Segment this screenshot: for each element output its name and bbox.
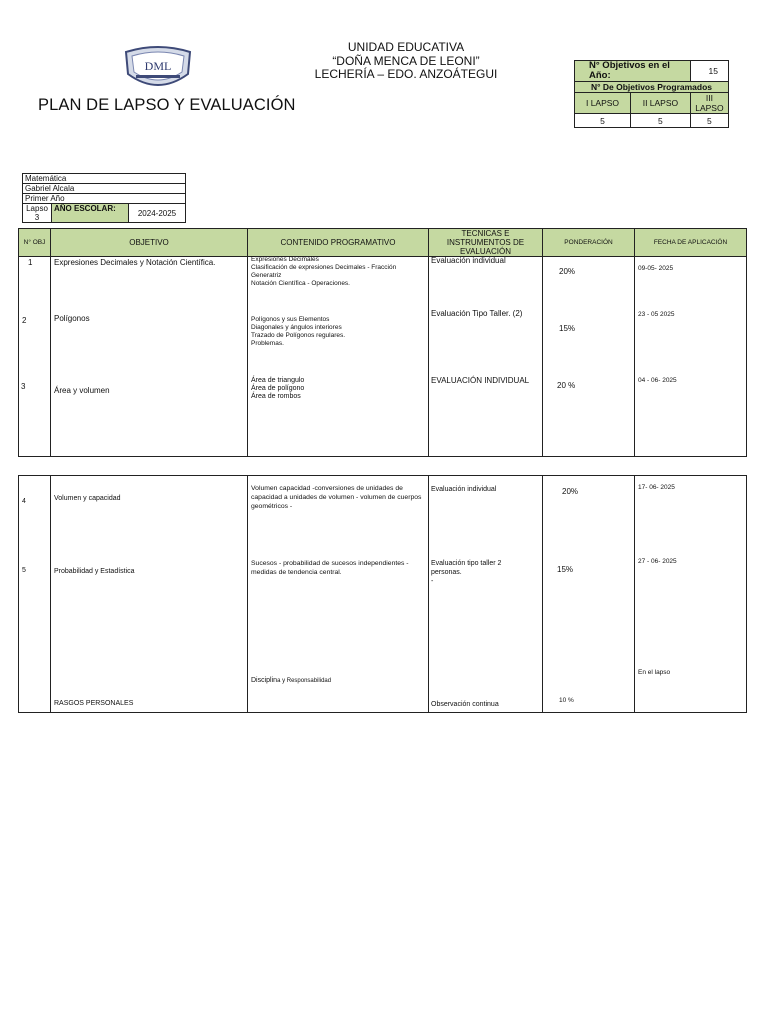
row-1-weight: 20% [559,267,576,276]
row-3-content-line: Área de rombos [251,393,301,400]
row-2-date: 23 - 05 2025 [638,311,675,318]
objectives-summary-table [574,60,729,128]
lapso-3-value: 5 [690,114,728,128]
row-6-objective: RASGOS PERSONALES [54,700,134,707]
plan-table-1 [18,228,747,457]
row-4-technique: Evaluación individual [431,486,497,493]
lapso-1-label: I LAPSO [575,93,631,114]
row-2-objective: Polígonos [54,314,90,323]
row-6-content-a: Disciplin [251,677,278,684]
lapso-3-label: III LAPSO [690,93,728,114]
row-5-num: 5 [22,567,26,574]
row-1-content [251,256,426,288]
row-6-technique: Observación continua [431,701,499,708]
row-3-date: 04 - 06- 2025 [638,377,677,384]
row-4-objective: Volumen y capacidad [54,495,121,502]
row-1-content-line: Clasificación de expresiones Decimales - Fracción Generatriz [251,264,397,279]
header-objective: OBJETIVO [51,229,248,257]
school-year-value: 2024-2025 [129,204,186,223]
row-5-technique: Evaluación tipo taller 2 personas. [431,560,502,576]
objectives-year-label: N° Objetivos en el Año: [575,61,691,82]
row-2-num: 2 [22,316,27,325]
school-header [300,41,512,82]
row-3-technique: EVALUACIÓN INDIVIDUAL [431,376,530,385]
row-3-content-line: Área de triangulo [251,377,305,384]
school-type: UNIDAD EDUCATIVA [347,40,465,54]
lapso-2-label: II LAPSO [631,93,691,114]
subject: Matemática [23,174,186,184]
row-4-num: 4 [22,498,26,505]
row-5-date: 27 - 06- 2025 [638,558,677,565]
lapso-1-value: 5 [575,114,631,128]
logo-text: DML [144,59,172,73]
row-3-num: 3 [21,382,26,391]
row-3-weight: 20 % [557,381,576,390]
header-date: FECHA DE APLICACIÓN [635,229,747,257]
lapso-cell [23,204,52,223]
row-6-content-b: a y Responsabilidad [277,678,332,684]
row-3-objective: Área y volumen [54,386,110,395]
row-5-technique-extra: - [431,578,434,585]
row-5-weight: 15% [557,565,574,574]
grade: Primer Año [23,194,186,204]
lapso-2-value: 5 [631,114,691,128]
row-1-technique: Evaluación individual [431,256,506,265]
row-2-content-line: Polígonos y sus Elementos [251,316,330,323]
objectives-year-value: 15 [690,61,728,82]
row-2-technique: Evaluación Tipo Taller. (2) [431,309,523,318]
row-4-weight: 20% [562,487,579,496]
info-table [22,173,186,223]
row-2-content-line: Problemas. [251,340,284,347]
row-2-content-line: Trazado de Polígonos regulares. [251,332,346,339]
school-year-label: AÑO ESCOLAR: [52,204,129,223]
table-row [19,257,747,457]
objectives-programmed-label: N° De Objetivos Programados [575,82,729,93]
row-2-weight: 15% [559,324,576,333]
table-row [19,476,747,713]
row-1-num: 1 [28,258,33,267]
header-techniques: TECNICAS E INSTRUMENTOS DE EVALUACIÓN [429,229,543,257]
row-1-date: 09-05- 2025 [638,265,674,272]
plan-table-2 [18,475,747,713]
row-1-content-line: Notación Científica - Operaciones. [251,280,350,287]
school-name: “DOÑA MENCA DE LEONI” [332,53,480,68]
row-2-content-line: Diagonales y ángulos interiores [251,324,342,331]
lapso-label: Lapso [26,204,48,213]
header-weight: PONDERACIÓN [543,229,635,257]
row-5-content: Sucesos - probabilidad de sucesos independientes - medidas de tendencia central. [251,560,409,576]
row-3-content-line: Área de polígono [251,385,305,392]
page-title: PLAN DE LAPSO Y EVALUACIÓN [38,96,296,114]
row-3-content [251,377,426,401]
row-5-objective: Probabilidad y Estadística [54,568,135,575]
row-4-date: 17- 06- 2025 [638,484,675,491]
row-4-content: Volumen capacidad -conversiones de unidades de capacidad a unidades de volumen - volumen de cuerpos geométricos - [251,485,422,510]
school-logo [122,44,194,92]
header-num: N° OBJ [19,229,51,257]
row-1-content-line: Expresiones Decimales [251,256,319,263]
row-1-objective: Expresiones Decimales y Notación Científica. [54,258,216,267]
school-location: LECHERÍA – EDO. ANZOÁTEGUI [314,67,498,81]
lapso-value: 3 [34,213,40,222]
row-6-content [251,677,331,685]
header-content: CONTENIDO PROGRAMATIVO [248,229,429,257]
row-6-weight: 10 % [559,697,574,704]
teacher: Gabriel Alcala [23,184,186,194]
row-2-content [251,316,426,348]
row-6-date: En el lapso [638,669,671,676]
